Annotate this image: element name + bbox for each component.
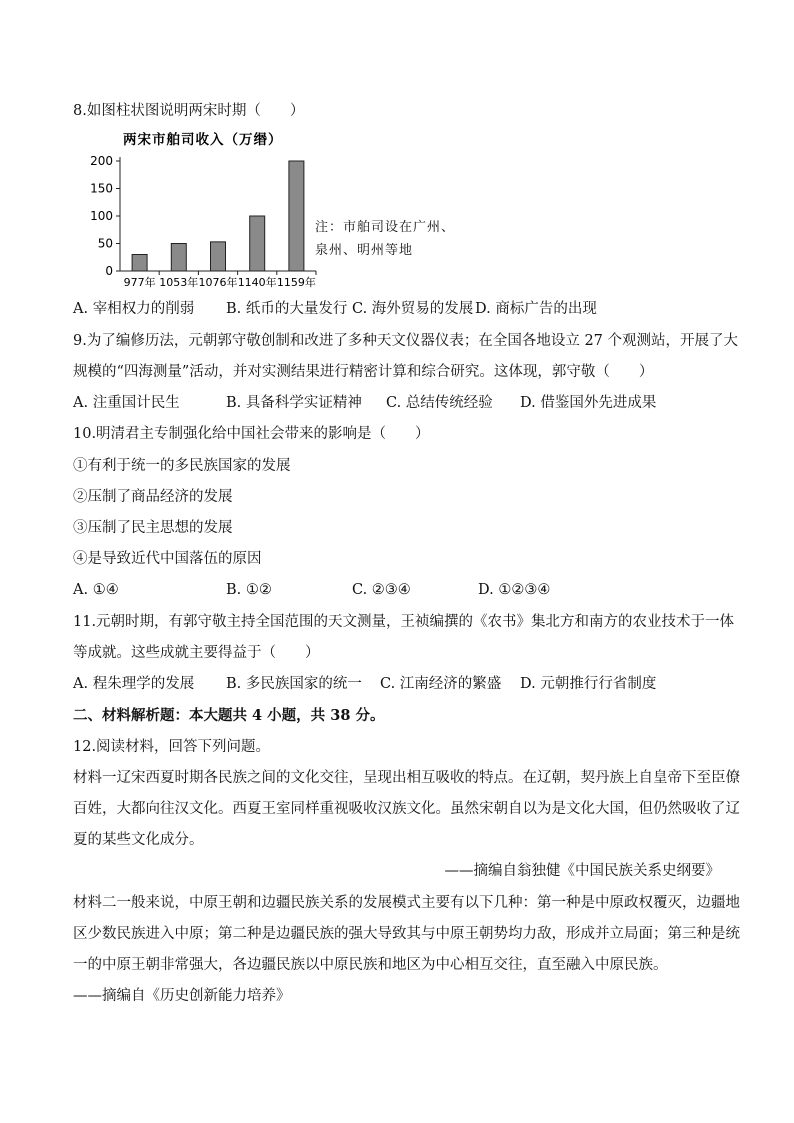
q11-option-a: A. 程朱理学的发展 — [73, 676, 195, 692]
x-axis-labels — [124, 271, 316, 288]
q10-item-3: ③压制了民主思想的发展 — [73, 520, 233, 536]
x-tick-label: 977年 — [123, 276, 156, 288]
bar — [250, 216, 265, 271]
bar — [132, 255, 147, 272]
material2-line2: 区少数民族进入中原；第二种是边疆民族的强大导致其与中原王朝势均力敌，形成并立局面；第三种是统 — [73, 926, 740, 942]
q10-item-2: ②压制了商品经济的发展 — [73, 489, 233, 505]
q12-stem: 12.阅读材料，回答下列问题。 — [73, 739, 271, 755]
y-axis — [90, 154, 316, 278]
material1-source: ——摘编自翁独健《中国民族关系史纲要》 — [444, 863, 720, 879]
q10-option-b: B. ①② — [226, 582, 272, 598]
section-heading: 二、材料解析题：本大题共 4 小题，共 38 分。 — [73, 707, 385, 724]
q9-option-c: C. 总结传统经验 — [386, 395, 493, 411]
bar — [211, 242, 226, 271]
bars — [132, 161, 304, 271]
x-tick-label: 1140年 — [237, 276, 277, 288]
q9-option-b: B. 具备科学实证精神 — [226, 395, 362, 411]
chart-note-line2: 泉州、明州等地 — [315, 243, 414, 258]
q10-item-1: ①有利于统一的多民族国家的发展 — [73, 458, 291, 474]
q8-option-a: A. 宰相权力的削弱 — [73, 301, 195, 317]
q10-stem: 10.明清君主专制强化给中国社会带来的影响是（ ） — [73, 426, 430, 442]
y-tick-label: 50 — [97, 236, 113, 251]
q8-stem: 8.如图柱状图说明两宋时期（ ） — [73, 103, 305, 119]
x-tick-label: 1053年 — [159, 276, 199, 288]
q11-line1: 11.元朝时期，有郭守敬主持全国范围的天文测量，王祯编撰的《农书》集北方和南方的农业技术于一体 — [73, 614, 735, 630]
q11-option-c: C. 江南经济的繁盛 — [380, 676, 502, 692]
q11-line2: 等成就。这些成就主要得益于（ ） — [73, 645, 320, 661]
q11-option-d: D. 元朝推行行省制度 — [520, 676, 657, 692]
x-tick-label: 1076年 — [198, 276, 238, 288]
bar-chart — [80, 128, 320, 288]
q8-option-c: C. 海外贸易的发展 — [352, 301, 474, 317]
q11-option-b: B. 多民族国家的统一 — [226, 676, 362, 692]
material1-line2: 百姓，大都向往汉文化。西夏王室同样重视吸收汉族文化。虽然宋朝自以为是文化大国，但仍然吸收了辽 — [73, 801, 740, 817]
bar — [171, 244, 186, 272]
chart-title: 两宋市舶司收入（万缗） — [123, 132, 283, 148]
q10-option-d: D. ①②③④ — [478, 582, 551, 598]
x-tick-label: 1159年 — [276, 276, 316, 288]
y-tick-label: 200 — [90, 154, 113, 168]
q10-option-c: C. ②③④ — [352, 582, 411, 598]
material1-line3: 夏的某些文化成分。 — [73, 832, 204, 848]
q9-option-d: D. 借鉴国外先进成果 — [520, 395, 657, 411]
q8-option-b: B. 纸币的大量发行 — [226, 301, 348, 317]
q9-option-a: A. 注重国计民生 — [73, 395, 180, 411]
chart-note-line1: 注：市舶司设在广州、 — [315, 220, 456, 235]
material2-line1: 材料二一般来说，中原王朝和边疆民族关系的发展模式主要有以下几种：第一种是中原政权覆灭，边疆地 — [73, 895, 740, 911]
material2-source: ——摘编自《历史创新能力培养》 — [73, 988, 291, 1004]
y-tick-label: 150 — [90, 181, 113, 196]
q9-line2: 规模的“四海测量”活动，并对实测结果进行精密计算和综合研究。这体现，郭守敬（ ） — [73, 364, 654, 380]
y-tick-label: 0 — [105, 264, 113, 278]
q10-item-4: ④是导致近代中国落伍的原因 — [73, 551, 262, 567]
material2-line3: 一的中原王朝非常强大，各边疆民族以中原民族和地区为中心相互交往，直至融入中原民族。 — [73, 957, 668, 973]
y-tick-label: 100 — [90, 209, 113, 223]
q9-line1: 9.为了编修历法，元朝郭守敬创制和改进了多种天文仪器仪表；在全国各地设立 27 个观测站，开展了大 — [73, 333, 738, 349]
q10-option-a: A. ①④ — [73, 582, 119, 598]
material1-line1: 材料一辽宋西夏时期各民族之间的文化交往，呈现出相互吸收的特点。在辽朝，契丹族上自皇帝下至臣僚 — [73, 770, 740, 786]
bar — [289, 161, 304, 271]
q8-option-d: D. 商标广告的出现 — [475, 301, 597, 317]
